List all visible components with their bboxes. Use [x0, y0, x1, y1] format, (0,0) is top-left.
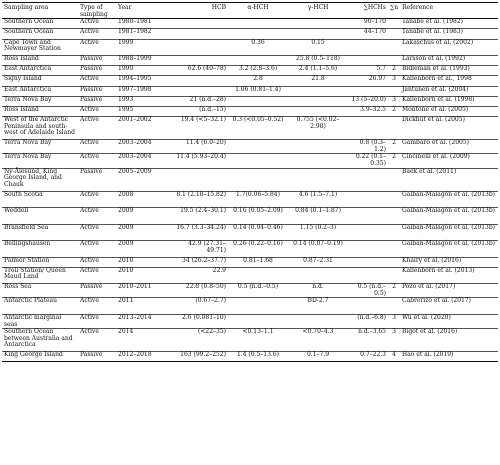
cell-sum-hchs: 0.8 (0.3–1.2)	[359, 139, 386, 153]
cell-hcb: (0.67–2.7)	[195, 297, 226, 305]
cell-hcb: 22.8 (0.8–50)	[185, 283, 226, 291]
table-row	[2, 39, 498, 56]
cell-reference: Galbán-Malagón et al. (2013b)	[402, 207, 496, 215]
cell-n	[388, 19, 400, 29]
cell-type-of-sampling: Active	[80, 328, 99, 336]
cell-gamma-hch	[288, 314, 348, 328]
cell-hcb: 11.4 (5.93–20.4)	[176, 153, 226, 161]
cell-hcb: 21 (n.d.–28)	[189, 95, 226, 103]
cell-reference: Galbán-Malagón et al. (2013b)	[402, 190, 496, 198]
table-row	[2, 241, 498, 258]
cell-hcb: 22.9	[212, 266, 226, 274]
cell-alpha-hch	[228, 298, 288, 315]
cell-type-of-sampling: Active	[80, 106, 99, 113]
cell-type-of-sampling: Passive	[80, 351, 103, 359]
table-row	[2, 86, 498, 96]
cell-year: 2013–2014	[118, 313, 152, 321]
cell-n: 2	[392, 139, 396, 147]
cell-year: 1990	[118, 65, 134, 73]
cell-hcb	[172, 168, 228, 191]
cell-sampling-area: Palmer Station	[4, 256, 50, 264]
header-alpha-hch: α-HCH	[247, 4, 269, 11]
table-row	[2, 329, 498, 352]
cell-alpha-hch: 1.7(0.06–5.84)	[236, 190, 280, 198]
cell-hcb: (n.d.–15)	[199, 106, 226, 113]
cell-alpha-hch: 2.8	[253, 75, 263, 83]
cell-year: 1997–1998	[118, 85, 152, 93]
cell-sampling-area: Southern Ocean between Australia and Antarctica	[4, 328, 73, 349]
table-body	[2, 19, 498, 362]
cell-sum-hchs	[348, 267, 388, 284]
cell-type-of-sampling: Active	[80, 207, 99, 215]
cell-gamma-hch: <0.70–4.3	[302, 328, 334, 336]
cell-gamma-hch	[288, 107, 348, 117]
cell-hcb	[172, 39, 228, 56]
cell-reference: Larsson et al. (1992)	[402, 55, 466, 63]
cell-sampling-area: Terra Nova Bay	[4, 95, 52, 103]
cell-hcb: 42.9 (27.31–49.71)	[188, 240, 226, 254]
cell-sampling-area: Bransfield Sea	[4, 223, 49, 231]
cell-alpha-hch	[228, 29, 288, 39]
cell-sampling-area: Ny-Ålesund, King George Island, and Chauk	[4, 167, 62, 188]
cell-type-of-sampling: Active	[80, 256, 99, 264]
cell-gamma-hch	[288, 140, 348, 154]
cell-reference: Kallenborn et al. (2013)	[402, 266, 475, 274]
cell-n: 3	[392, 95, 396, 103]
cell-reference: Wu et al. (2020)	[402, 313, 451, 321]
cell-gamma-hch: 4.6 (1.5–7.1)	[298, 190, 338, 198]
cell-type-of-sampling: Passive	[80, 95, 103, 103]
table-row	[2, 257, 498, 267]
header-hcb: HCB	[211, 4, 226, 11]
cell-gamma-hch: 0.15	[311, 38, 325, 46]
cell-hcb	[172, 86, 228, 96]
cell-n	[388, 298, 400, 315]
cell-type-of-sampling: Active	[80, 297, 99, 305]
cell-n: 4	[392, 351, 396, 359]
cell-reference: Galbán-Malagón et al. (2013b)	[402, 240, 496, 248]
cell-type-of-sampling: Active	[80, 223, 99, 231]
cell-reference: Lakaschus et al. (2002)	[402, 38, 474, 46]
cell-sampling-area: Terra Nova Bay	[4, 139, 52, 147]
cell-sampling-area: Weddell	[4, 207, 29, 215]
cell-sum-hchs	[348, 298, 388, 315]
cell-sampling-area: East Antarctica	[4, 65, 52, 73]
cell-sum-hchs	[348, 241, 388, 258]
cell-n: 3	[392, 75, 396, 83]
table-header	[2, 3, 498, 19]
cell-hcb: 163 (99.2–252)	[180, 351, 226, 359]
cell-sum-hchs	[348, 208, 388, 225]
cell-sum-hchs	[348, 56, 388, 66]
table-row	[2, 56, 498, 66]
cell-reference: Bigot et al. (2016)	[402, 328, 458, 336]
cell-gamma-hch: 0.87–2.31	[303, 256, 333, 264]
cell-alpha-hch	[228, 107, 288, 117]
cell-reference: Galbán-Malagón et al. (2013b)	[402, 223, 496, 231]
header-reference: Reference	[402, 4, 434, 11]
cell-reference: Tanabe et al. (1982)	[402, 18, 463, 26]
header-sum-hchs: ∑HCHs	[363, 4, 386, 11]
cell-reference: Jantunen et al. (2004)	[402, 85, 469, 93]
cell-reference: Montone et al. (2005)	[402, 106, 469, 113]
cell-gamma-hch: 0.14 (0.07–0.19)	[293, 240, 343, 248]
cell-alpha-hch	[228, 140, 288, 154]
cell-sampling-area: Signy Island	[4, 75, 42, 83]
header-n: ∑n	[390, 4, 399, 11]
cell-year: 1993	[118, 95, 134, 103]
table-row	[2, 117, 498, 140]
cell-reference: Cincinelli et al. (2009)	[402, 153, 470, 161]
cell-hcb	[172, 29, 228, 39]
header-year: Year	[118, 4, 132, 11]
cell-sampling-area: Ross Sea	[4, 283, 32, 291]
cell-sampling-area: Troll Station/ Queen Maud Land	[4, 266, 66, 281]
cell-sampling-area: Cape Town and Newmayer Station	[4, 38, 61, 53]
cell-sampling-area: West of the Antarctic Peninsula and south-west of Adelaide Island	[4, 116, 75, 137]
table-row	[2, 19, 498, 29]
cell-year: 2001–2002	[118, 116, 152, 124]
cell-reference: Bidleman et al. (1993)	[402, 65, 470, 73]
cell-hcb: 62.6 (40–78)	[187, 65, 226, 73]
cell-reference: Khairy et al. (2016)	[402, 256, 462, 264]
table-row	[2, 107, 498, 117]
cell-sum-hchs: 44–170	[363, 28, 386, 36]
cell-sum-hchs: 5.7	[376, 65, 386, 73]
cell-gamma-hch: n.d.	[312, 283, 324, 291]
cell-type-of-sampling: Active	[80, 116, 99, 124]
cell-hcb: 19.5 (2.4–30.1)	[180, 207, 226, 215]
cell-sampling-area: Antarctic marginal seas	[4, 313, 62, 328]
cell-year: 1981–1982	[118, 28, 152, 36]
cell-alpha-hch: <0.13–1.1	[242, 328, 274, 336]
cell-n	[388, 86, 400, 96]
table-row	[2, 168, 498, 191]
cell-gamma-hch: 2.4 (1.1–5.6)	[298, 65, 338, 73]
cell-hcb: 19.4 (<5–32.1)	[180, 116, 226, 124]
cell-type-of-sampling: Active	[80, 75, 99, 83]
cell-sum-hchs	[348, 168, 388, 191]
cell-type-of-sampling: Active	[80, 38, 99, 46]
cell-alpha-hch	[228, 96, 288, 106]
cell-sum-hchs	[348, 224, 388, 241]
cell-hcb: 11.4 (6.0–20)	[185, 139, 226, 147]
cell-sum-hchs: 0.22 (0.1–0.35)	[355, 153, 386, 167]
cell-n: 2	[392, 283, 396, 291]
cell-alpha-hch: 3.2 (2.8–3.6)	[238, 65, 278, 73]
cell-n: 2	[392, 153, 396, 161]
cell-n	[388, 168, 400, 191]
cell-sum-hchs: 26.97	[368, 75, 386, 83]
cell-gamma-hch: 0.1–7.9	[306, 351, 330, 359]
cell-hcb: (<22–35)	[198, 328, 226, 336]
cell-alpha-hch: 0.26 (0.22–0.16)	[233, 240, 283, 248]
cell-sum-hchs	[348, 86, 388, 96]
cell-n	[388, 224, 400, 241]
table-row	[2, 66, 498, 76]
cell-n	[388, 257, 400, 267]
cell-gamma-hch: 21.8	[311, 75, 325, 83]
cell-gamma-hch	[288, 96, 348, 106]
cell-reference: Baek et al. (2011)	[402, 167, 457, 175]
cell-gamma-hch: BD-2.7	[307, 297, 329, 305]
cell-reference: Tanabe et al. (1983)	[402, 28, 463, 36]
cell-type-of-sampling: Passive	[80, 283, 103, 291]
cell-n: 2	[392, 106, 396, 113]
cell-alpha-hch: 0.16 (0.05–2.09)	[233, 207, 283, 215]
cell-gamma-hch	[288, 86, 348, 96]
cell-n: 3	[392, 328, 396, 336]
cell-year: 2003–2004	[118, 153, 152, 161]
cell-type-of-sampling: Passive	[80, 85, 103, 93]
cell-type-of-sampling: Active	[80, 240, 99, 248]
cell-reference: Hao et al. (2019)	[402, 351, 454, 359]
cell-type-of-sampling: Active	[80, 266, 99, 274]
table-row	[2, 314, 498, 328]
cell-sampling-area: Southern Ocean	[4, 18, 54, 26]
cell-year: 1994–1995	[118, 75, 152, 83]
cell-alpha-hch	[228, 168, 288, 191]
cell-alpha-hch: 0.36	[251, 38, 265, 46]
cell-alpha-hch	[228, 314, 288, 328]
cell-year: 2010–2011	[118, 283, 152, 291]
cell-sum-hchs	[348, 191, 388, 208]
cell-sampling-area: South Scotia	[4, 190, 43, 198]
cell-type-of-sampling: Active	[80, 313, 99, 321]
cell-gamma-hch: 25.8 (0.5–118)	[296, 55, 340, 63]
cell-sampling-area: Terra Nova Bay	[4, 153, 52, 161]
cell-year: 2009	[118, 240, 134, 248]
cell-n	[388, 191, 400, 208]
cell-year: 1999	[118, 38, 134, 46]
cell-alpha-hch: 0.14 (0.04–0.46)	[233, 223, 283, 231]
cell-sampling-area: Antarctic Plateau	[4, 297, 57, 305]
table-row	[2, 76, 498, 86]
cell-type-of-sampling: Passive	[80, 167, 103, 175]
cell-alpha-hch: 0.3 (<0.05–0.52)	[232, 116, 284, 124]
cell-sum-hchs: 3.9–32.5	[360, 106, 386, 113]
cell-year: 2009	[118, 207, 134, 215]
table-row	[2, 96, 498, 106]
cell-n: 3	[392, 313, 396, 321]
cell-gamma-hch	[288, 29, 348, 39]
cell-year: 1995	[118, 106, 134, 113]
cell-hcb: 8.1 (2.18–15.82)	[176, 190, 226, 198]
cell-gamma-hch	[288, 154, 348, 168]
cell-alpha-hch: 0.5 (n.d.–0.5)	[237, 283, 279, 291]
cell-sampling-area: Southern Ocean	[4, 28, 54, 36]
cell-type-of-sampling: Passive	[80, 55, 103, 63]
cell-year: 1980–1981	[118, 18, 152, 26]
cell-sampling-area: East Antarctica	[4, 85, 52, 93]
cell-reference: Pozo et al. (2017)	[402, 283, 456, 291]
cell-sampling-area: King George Island	[4, 351, 63, 359]
cell-alpha-hch	[228, 56, 288, 66]
cell-year: 2005–2009	[118, 167, 152, 175]
table-row	[2, 284, 498, 298]
cell-n	[388, 241, 400, 258]
table-row	[2, 298, 498, 315]
cell-alpha-hch: 1.4 (0.5–13.6)	[236, 351, 280, 359]
cell-hcb	[172, 19, 228, 29]
cell-year: 1988–1999	[118, 55, 152, 63]
cell-year: 2012–2018	[118, 351, 152, 359]
cell-type-of-sampling: Active	[80, 18, 99, 26]
cell-alpha-hch	[228, 154, 288, 168]
cell-hcb: 2.6 (0.081–10)	[182, 313, 226, 321]
cell-reference: Dickhut et al. (2005)	[402, 116, 465, 124]
cell-sum-hchs: (n.d.–6.8)	[357, 313, 386, 321]
cell-n	[388, 56, 400, 66]
cell-n	[388, 117, 400, 140]
cell-year: 2008	[118, 190, 134, 198]
cell-reference: Kallenborn et al. (1998)	[402, 95, 475, 103]
cell-n	[388, 29, 400, 39]
cell-n	[388, 208, 400, 225]
cell-sum-hchs	[348, 257, 388, 267]
cell-type-of-sampling: Passive	[80, 65, 103, 73]
cell-gamma-hch: 0.84 (0.1–1.87)	[295, 207, 341, 215]
cell-reference: Cabrerizo et al. (2017)	[402, 297, 472, 305]
cell-sum-hchs: 90–170	[363, 18, 386, 26]
cell-year: 2003–2004	[118, 139, 152, 147]
cell-sampling-area: Ross Island	[4, 55, 39, 63]
table-row	[2, 29, 498, 39]
table-row	[2, 208, 498, 225]
cell-year: 2010	[118, 256, 134, 264]
cell-reference: Kallenborn et al., 1998	[402, 75, 472, 83]
header-row	[2, 3, 498, 19]
cell-hcb	[172, 76, 228, 86]
table-row	[2, 191, 498, 208]
cell-gamma-hch	[288, 168, 348, 191]
cell-gamma-hch: 1.15 (0.2–3)	[299, 223, 337, 231]
cell-sum-hchs: 13 (5–20.0)	[351, 95, 386, 103]
cell-hcb: 16.7 (3.3–34.24)	[176, 223, 226, 231]
cell-sampling-area: Ross Island	[4, 106, 39, 113]
cell-alpha-hch: 0.81–1.68	[243, 256, 273, 264]
cell-gamma-hch	[288, 267, 348, 284]
cell-hcb: 34 (26.2–37.7)	[182, 256, 226, 264]
header-gamma-hch: γ-HCH	[307, 4, 329, 11]
table-row	[2, 224, 498, 241]
cell-alpha-hch	[228, 19, 288, 29]
cell-type-of-sampling: Active	[80, 153, 99, 161]
table-row	[2, 154, 498, 168]
cell-n: 2	[392, 65, 396, 73]
cell-year: 2014	[118, 328, 134, 336]
cell-type-of-sampling: Active	[80, 139, 99, 147]
table-row	[2, 352, 498, 362]
header-sampling-area: Sampling area	[4, 4, 49, 11]
cell-sampling-area: Bellingshausen	[4, 240, 51, 248]
table-row	[2, 267, 498, 284]
cell-reference: Gambaro et al. (2005)	[402, 139, 469, 147]
cell-gamma-hch	[288, 19, 348, 29]
cell-type-of-sampling: Active	[80, 28, 99, 36]
cell-hcb	[172, 56, 228, 66]
cell-sum-hchs	[348, 39, 388, 56]
cell-type-of-sampling: Active	[80, 190, 99, 198]
cell-sum-hchs: 0.5 (n.d.–0.5)	[357, 283, 386, 297]
header-type-of-sampling: Type of sampling	[80, 4, 108, 18]
cell-n	[388, 39, 400, 56]
cell-n	[388, 267, 400, 284]
cell-alpha-hch: 1.06 (0.81–1.4)	[235, 85, 281, 93]
cell-sum-hchs: 0.7–22.3	[360, 351, 386, 359]
cell-year: 2011	[118, 297, 134, 305]
cell-sum-hchs: n.d.–3.65	[358, 328, 386, 336]
cell-gamma-hch: 0.755 (<0.02–2.98)	[296, 116, 340, 130]
data-table	[2, 2, 498, 362]
cell-year: 2009	[118, 223, 134, 231]
cell-alpha-hch	[228, 267, 288, 284]
table-row	[2, 140, 498, 154]
cell-year: 2010	[118, 266, 134, 274]
cell-sum-hchs	[348, 117, 388, 140]
